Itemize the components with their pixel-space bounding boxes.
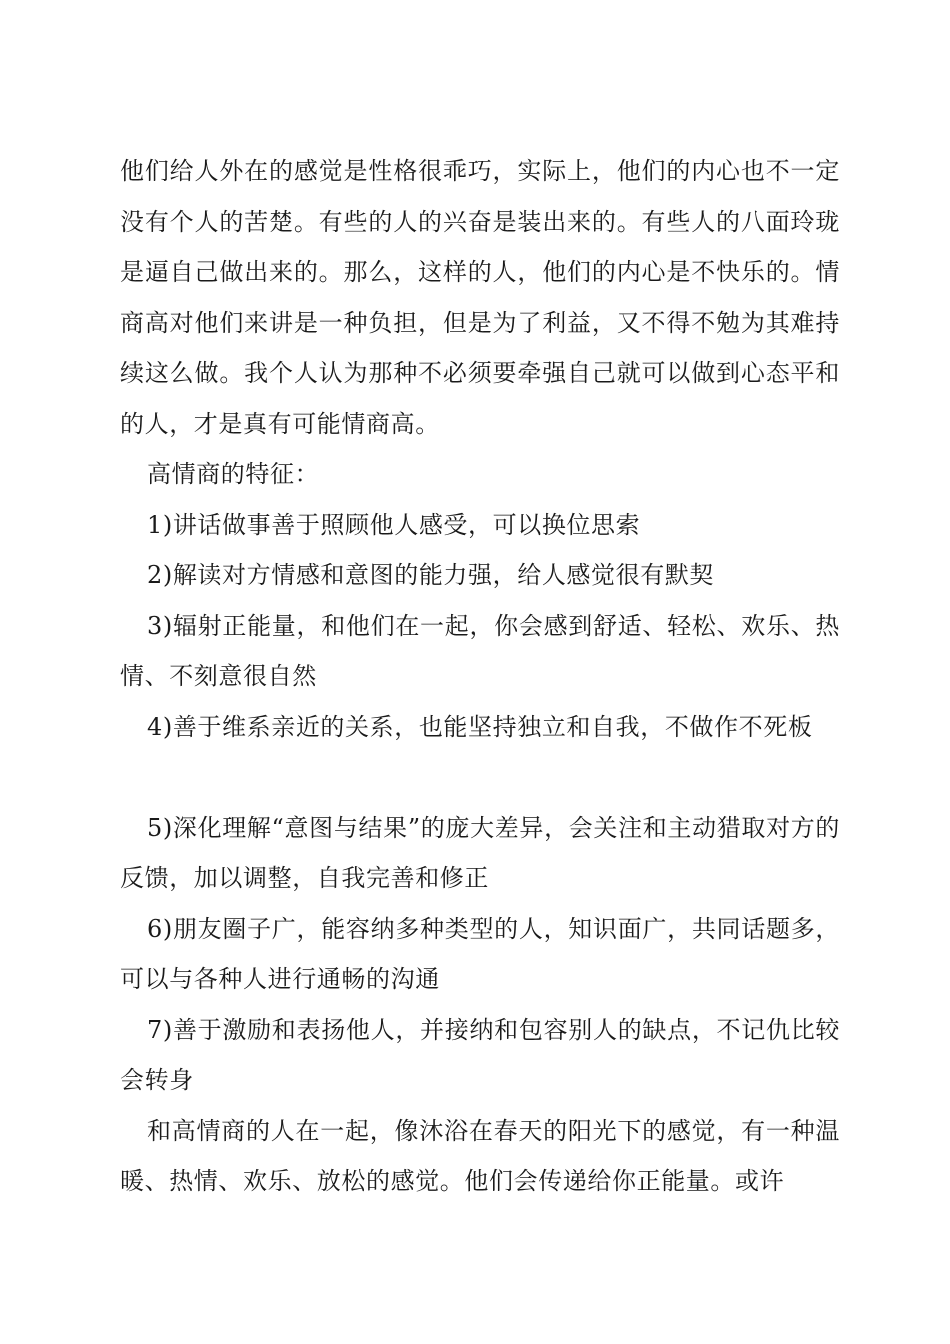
feature-item-6: 6)朋友圈子广，能容纳多种类型的人，知识面广，共同话题多，可以与各种人进行通畅的沟通 bbox=[120, 914, 840, 993]
feature-item-5: 5)深化理解“意图与结果”的庞大差异，会关注和主动猎取对方的反馈，加以调整，自我完善和修正 bbox=[120, 813, 840, 892]
blank-line bbox=[120, 752, 840, 803]
paragraph-closing: 和高情商的人在一起，像沐浴在春天的阳光下的感觉，有一种温暖、热情、欢乐、放松的感觉。他们会传递给你正能量。或许 bbox=[120, 1116, 840, 1195]
feature-item-2: 2)解读对方情感和意图的能力强，给人感觉很有默契 bbox=[147, 561, 715, 589]
feature-item-4: 4)善于维系亲近的关系，也能坚持独立和自我，不做作不死板 bbox=[147, 712, 813, 741]
paragraph-intro: 他们给人外在的感觉是性格很乖巧，实际上，他们的内心也不一定没有个人的苦楚。有些的人的兴奋是装出来的。有些人的八面玲珑是逼自己做出来的。那么，这样的人，他们的内心是不快乐的。情商高对他们来讲是一种负担，但是为了利益，又不得不勉为其难持续这么做。我个人认为那种不必须要牵强自己就可以做到心态平和的人，才是真有可能情商高。 bbox=[120, 157, 840, 438]
feature-item-3: 3)辐射正能量，和他们在一起，你会感到舒适、轻松、欢乐、热情、不刻意很自然 bbox=[120, 611, 840, 690]
section-heading-features: 高情商的特征： bbox=[147, 460, 320, 488]
feature-item-1: 1)讲话做事善于照顾他人感受，可以换位思索 bbox=[147, 510, 641, 539]
document-body bbox=[120, 146, 840, 1207]
feature-item-7: 7)善于激励和表扬他人，并接纳和包容别人的缺点，不记仇比较会转身 bbox=[120, 1015, 840, 1094]
